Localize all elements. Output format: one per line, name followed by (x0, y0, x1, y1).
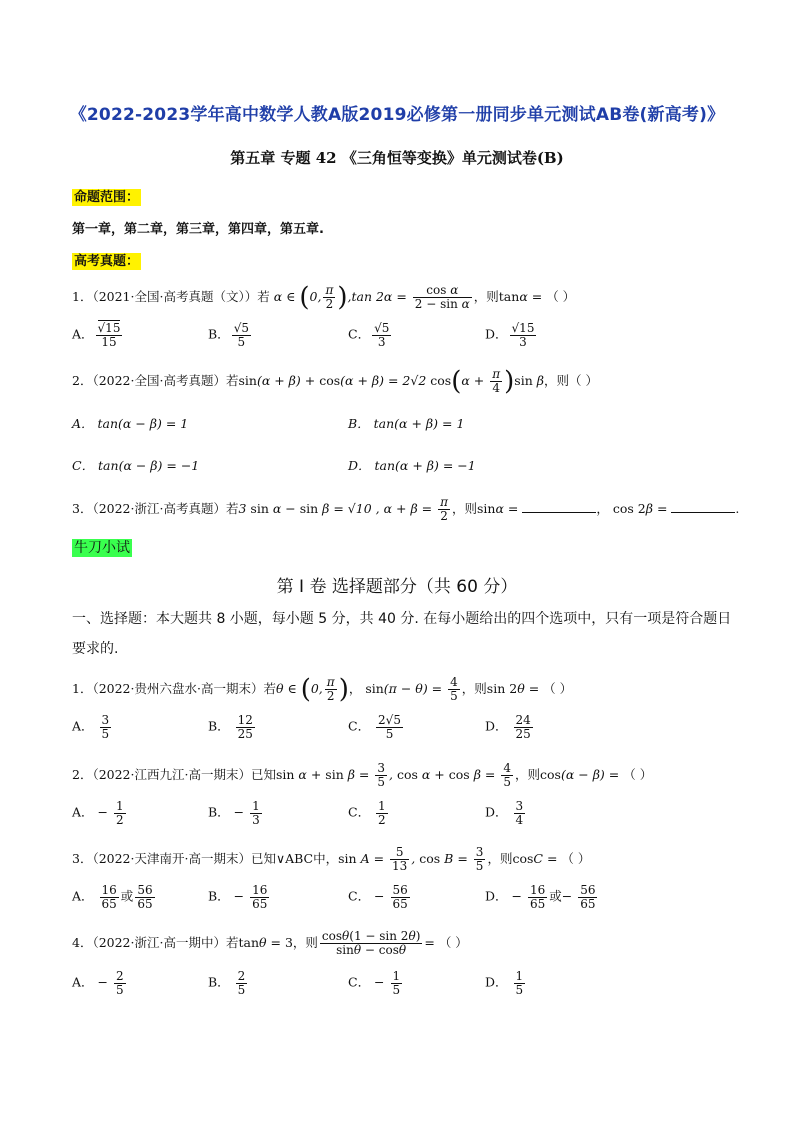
choice-question-3: 3．（2022·天津南开·高一期末）已知∨ABC中，sin A = $\frac{5}{13}$ , cos B = $\frac{3}{5}$ ，则cosC = （ ） (72, 845, 591, 873)
gaokao-q1-option-d: D． $\frac{√15}{3}$ (485, 321, 535, 349)
gaokao-q1-tail: ，则 (473, 289, 499, 304)
gaokao-q1-option-a: A． $\frac{√15}{15}$ (72, 321, 121, 349)
choice-q1-option-c: C． $\frac{2√5}{5}$ (348, 713, 401, 741)
gaokao-q1-condition: α ∈ (0, $\frac{\pi}{2}$ ),tan 2α = $\frac{\text{cos α}}{\text{2 − sin α}}$ (273, 282, 470, 313)
choice-q2-option-a: A． − $\frac{1}{2}$ (72, 799, 124, 827)
gaokao-q2-option-d: D． tan(α + β) = −1 (348, 458, 476, 473)
gaokao-q2-tail: ，则（ ） (543, 373, 598, 388)
scope-label (72, 186, 141, 205)
choice-q3-option-c: C． − $\frac{56}{65}$ (348, 883, 408, 911)
choice-q4-option-a: A． − $\frac{2}{5}$ (72, 969, 124, 997)
choice-question-2: 2．（2022·江西九江·高一期末）已知sin α + sin β = $\frac{3}{5}$ , cos α + cos β = $\frac{4}{5}$ ，则cos(α − β) = （ ） (72, 761, 653, 789)
gaokao-q2-option-b: B． tan(α + β) = 1 (348, 416, 465, 431)
gaokao-q1-option-b: B． $\frac{√5}{5}$ (208, 321, 249, 349)
choice-q3-option-d: D． − $\frac{16}{65}$ 或− $\frac{56}{65}$ (485, 883, 596, 911)
gaokao-question-2: 2．（2022·全国·高考真题）若sin(α + β) + cos(α + β) = 2√2 cos(α + $\frac{\pi}{4}$ )sin β，则（ ） (72, 366, 598, 397)
gaokao-q1-end: （ ） (546, 289, 576, 304)
choice-q1-option-b: B． $\frac{12}{25}$ (208, 713, 253, 741)
gaokao-q3-mid: ，则 (452, 501, 478, 516)
choice-question-4: 4．（2022·浙江·高一期中）若tanθ = 3，则 $\frac{\cos\theta(1 - \sin 2\theta)}{\sin\theta - \cos\theta}$ = （ ） (72, 929, 468, 957)
choice-q1-option-d: D． $\frac{24}{25}$ (485, 713, 531, 741)
section-intro: 一、选择题：本大题共 8 小题，每小题 5 分，共 40 分. 在每小题给出的四个选项中，只有一项是符合题日要求的. (72, 611, 732, 657)
gaokao-q1-prefix: 1．（2021·全国·高考真题（文））若 (72, 289, 270, 304)
scope-tag: 命题范围： (74, 190, 140, 205)
gaokao-question-1: 1．（2021·全国·高考真题（文））若 α ∈ (0, $\frac{\pi}{2}$ ),tan 2α = $\frac{\text{cos α}}{\text{2 − sin α}}$ ，则tanα = （ ） (72, 282, 576, 313)
chapter-subtitle: 第五章 专题 42 《三角恒等变换》单元测试卷(B) (230, 149, 564, 167)
gaokao-q3-blank-2[interactable] (671, 512, 735, 513)
gaokao-q2-prefix: 2．（2022·全国·高考真题）若 (72, 373, 239, 388)
gaokao-question-3: 3．（2022·浙江·高考真题）若3 sin α − sin β = √10 , α + β = $\frac{\pi}{2}$ ，则sinα = ， cos 2β = . (72, 495, 740, 523)
choice-q3-option-b: B． − $\frac{16}{65}$ (208, 883, 268, 911)
choice-q1-option-a: A． $\frac{3}{5}$ (72, 713, 110, 741)
practice-label (72, 537, 132, 557)
choice-q4-option-b: B． $\frac{2}{5}$ (208, 969, 246, 997)
gaokao-tag: 高考真题： (74, 254, 140, 269)
choice-q3-option-a: A． $\frac{16}{65}$ 或 $\frac{56}{65}$ (72, 883, 153, 911)
choice-q4-option-d: D． $\frac{1}{5}$ (485, 969, 524, 997)
gaokao-q3-prefix: 3．（2022·浙江·高考真题）若 (72, 501, 239, 516)
scope-text: 第一章，第二章，第三章，第四章，第五章. (72, 222, 324, 237)
choice-q2-option-b: B． − $\frac{1}{3}$ (208, 799, 260, 827)
gaokao-label (72, 250, 141, 269)
gaokao-q1-option-c: C． $\frac{√5}{3}$ (348, 321, 390, 349)
practice-tag: 牛刀小试 (74, 540, 130, 556)
gaokao-q2-option-a: A． tan(α − β) = 1 (72, 416, 189, 431)
choice-q2-option-d: D． $\frac{3}{4}$ (485, 799, 524, 827)
choice-question-1: 1．（2022·贵州六盘水·高一期末）若θ ∈ (0, $\frac{\pi}{2}$ )， sin(π − θ) = $\frac{4}{5}$ ，则sin 2θ = （ ） (72, 674, 573, 705)
choice-q4-option-c: C． − $\frac{1}{5}$ (348, 969, 401, 997)
document-banner-title: 《2022-2023学年高中数学人教A版2019必修第一册同步单元测试AB卷(新高考)》 (69, 105, 725, 125)
gaokao-q2-option-c: C． tan(α − β) = −1 (72, 458, 200, 473)
section-title: 第 I 卷 选择题部分（共 60 分） (276, 577, 518, 597)
choice-q2-option-c: C． $\frac{1}{2}$ (348, 799, 386, 827)
gaokao-q3-blank-1[interactable] (522, 512, 596, 513)
